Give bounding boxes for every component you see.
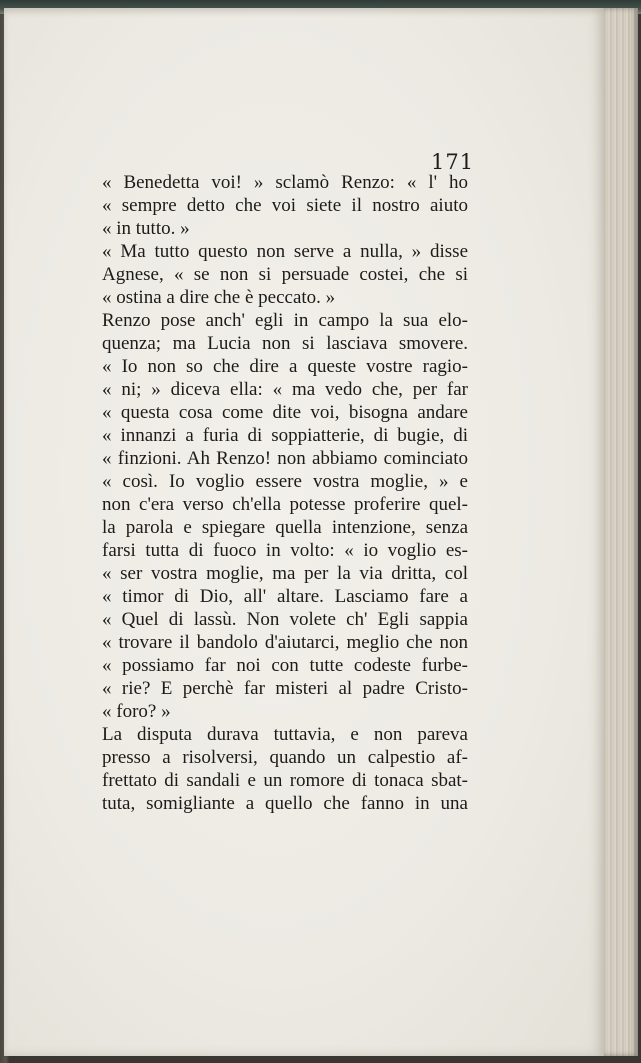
text-line: « Benedetta voi! » sclamò Renzo: « l' ho [102,172,468,193]
text-line: « ni; » diceva ella: « ma vedo che, per far [102,379,468,400]
page-text [102,171,468,815]
text-line: Agnese, « se non si persuade costei, che si [102,264,468,285]
page-number: 171 [431,150,475,174]
text-line: presso a risolversi, quando un calpestio af- [102,747,468,768]
text-line: « innanzi a furia di soppiatterie, di bugie, di [102,425,468,446]
text-line: « questa cosa come dite voi, bisogna andare [102,402,468,423]
text-line: « ser vostra moglie, ma per la via dritta, col [102,563,468,584]
text-line: La disputa durava tuttavia, e non pareva [102,724,468,745]
text-line: non c'era verso ch'ella potesse proferire quel- [102,494,468,515]
text-line: « rie? E perchè far misteri al padre Cristo- [102,678,468,699]
text-line: « sempre detto che voi siete il nostro aiuto [102,195,468,216]
text-line: « in tutto. » [102,218,190,239]
text-line: « Io non so che dire a queste vostre ragio- [102,356,468,377]
text-line: tuta, somigliante a quello che fanno in una [102,793,468,814]
text-line: la parola e spiegare quella intenzione, senza [102,517,468,538]
text-line: quenza; ma Lucia non si lasciava smovere. [102,333,468,354]
text-line: « finzioni. Ah Renzo! non abbiamo cominciato [102,448,468,469]
text-line: Renzo pose anch' egli in campo la sua elo- [102,310,468,331]
text-line: « timor di Dio, all' altare. Lasciamo fare a [102,586,468,607]
text-line: « trovare il bandolo d'aiutarci, meglio che non [102,632,468,653]
text-line: « Ma tutto questo non serve a nulla, » disse [102,241,468,262]
text-line: « ostina a dire che è peccato. » [102,287,336,308]
text-line: « così. Io voglio essere vostra moglie, » e [102,471,468,492]
page-stack-edge [600,8,638,1056]
text-line: « Quel di lassù. Non volete ch' Egli sappia [102,609,468,630]
text-line: « possiamo far noi con tutte codeste furbe- [102,655,468,676]
text-line: farsi tutta di fuoco in volto: « io voglio es- [102,540,468,561]
text-line: frettato di sandali e un romore di tonaca sbat- [102,770,468,791]
text-line: « foro? » [102,701,171,722]
